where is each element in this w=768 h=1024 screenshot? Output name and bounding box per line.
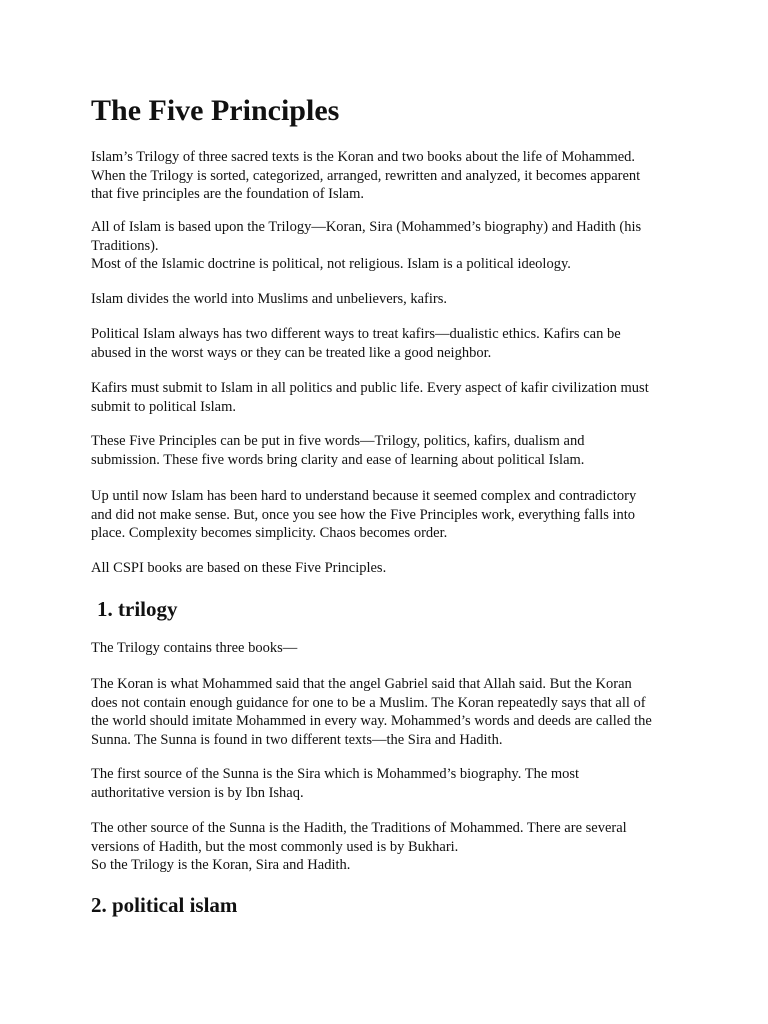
intro-paragraph-3 — [91, 290, 691, 309]
text-line: When the Trilogy is sorted, categorized, arranged, rewritten and analyzed, it becomes apparent — [91, 167, 641, 184]
text-line: that five principles are the foundation of Islam. — [91, 186, 364, 203]
text-line: place. Complexity becomes simplicity. Chaos becomes order. — [91, 525, 448, 542]
text-line: The Koran is what Mohammed said that the angel Gabriel said that Allah said. But the Koran — [91, 676, 632, 692]
text-line: Political Islam always has two different ways to treat kafirs—dualistic ethics. Kafirs can be — [91, 326, 621, 342]
trilogy-paragraph-2 — [91, 675, 691, 749]
intro-paragraph-5 — [91, 379, 691, 416]
trilogy-paragraph-1 — [91, 639, 691, 658]
text-line: and did not make sense. But, once you see how the Five Principles work, everything falls into — [91, 506, 636, 523]
section-heading-trilogy: 1. trilogy — [97, 597, 178, 621]
text-line: abused in the worst ways or they can be treated like a good neighbor. — [91, 344, 492, 361]
intro-paragraph-4 — [91, 325, 691, 362]
text-line: The first source of the Sunna is the Sira which is Mohammed’s biography. The most — [91, 766, 580, 782]
text-line: Most of the Islamic doctrine is political, not religious. Islam is a political ideology. — [91, 256, 571, 273]
intro-paragraph-2 — [91, 218, 691, 274]
text-line: These Five Principles can be put in five words—Trilogy, politics, kafirs, dualism and — [91, 433, 585, 449]
intro-paragraph-8 — [91, 559, 691, 578]
text-line: The Trilogy contains three books— — [91, 640, 298, 656]
text-line: Sunna. The Sunna is found in two different texts—the Sira and Hadith. — [91, 731, 503, 748]
trilogy-paragraph-3 — [91, 765, 691, 802]
text-line: The other source of the Sunna is the Hadith, the Traditions of Mohammed. There are several — [91, 820, 627, 836]
text-line: the world should imitate Mohammed in every way. Mohammed’s words and deeds are called the — [91, 713, 652, 730]
page-title: The Five Principles — [91, 94, 340, 127]
intro-paragraph-7 — [91, 487, 691, 543]
text-line: versions of Hadith, but the most commonly used is by Bukhari. — [91, 838, 459, 855]
text-line: does not contain enough guidance for one to be a Muslim. The Koran repeatedly says that all of — [91, 694, 646, 711]
text-line: All CSPI books are based on these Five Principles. — [91, 560, 387, 576]
text-line: Kafirs must submit to Islam in all politics and public life. Every aspect of kafir civilization must — [91, 380, 649, 396]
text-line: Islam divides the world into Muslims and unbelievers, kafirs. — [91, 291, 448, 307]
intro-paragraph-6 — [91, 432, 691, 469]
intro-paragraph-1 — [91, 148, 691, 204]
text-line: authoritative version is by Ibn Ishaq. — [91, 784, 304, 801]
text-line: Up until now Islam has been hard to understand because it seemed complex and contradictory — [91, 488, 637, 504]
text-line: So the Trilogy is the Koran, Sira and Hadith. — [91, 857, 351, 874]
text-line: All of Islam is based upon the Trilogy—Koran, Sira (Mohammed’s biography) and Hadith (his — [91, 219, 642, 235]
text-line: submit to political Islam. — [91, 398, 236, 415]
trilogy-paragraph-4 — [91, 819, 691, 875]
section-heading-political-islam: 2. political islam — [91, 893, 238, 917]
text-line: submission. These five words bring clarity and ease of learning about political Islam. — [91, 451, 585, 468]
text-line: Islam’s Trilogy of three sacred texts is the Koran and two books about the life of Mohammed. — [91, 149, 636, 165]
text-line: Traditions). — [91, 237, 159, 254]
